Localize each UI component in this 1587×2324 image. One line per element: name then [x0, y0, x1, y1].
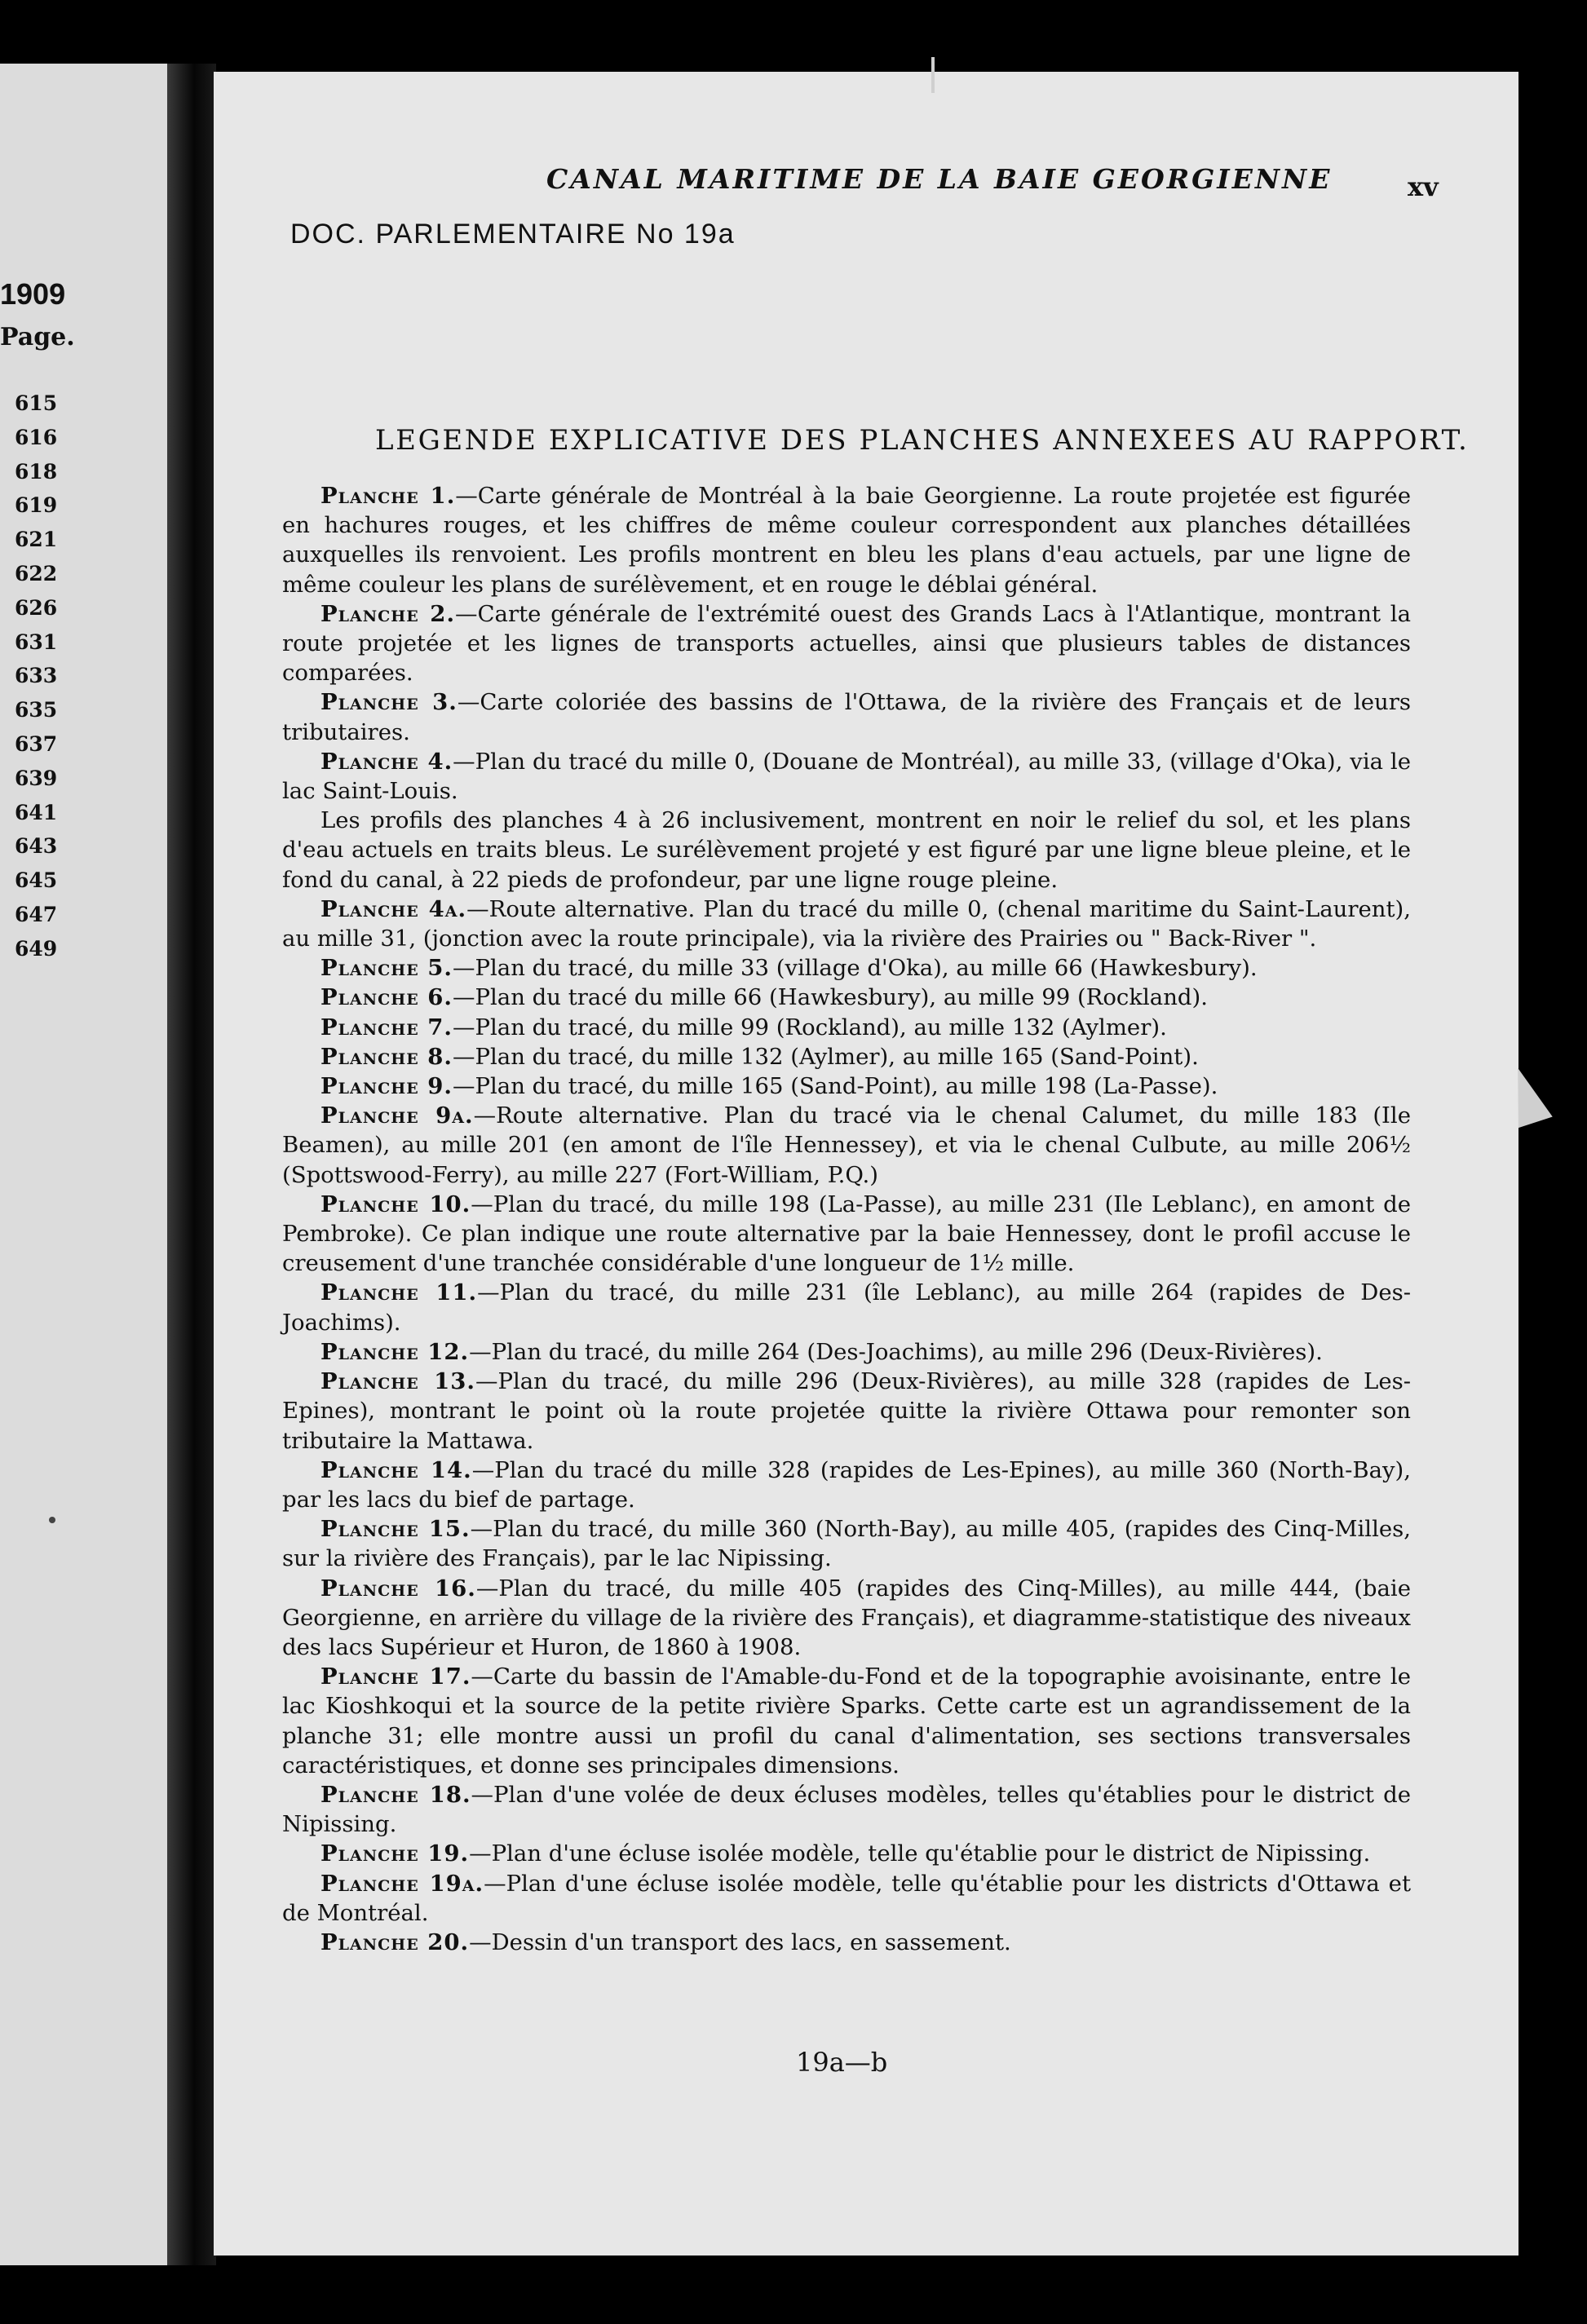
plate-description: —Plan du tracé, du mille 99 (Rockland), au mille 132 (Aylmer). [453, 1014, 1167, 1040]
plate-label: Planche 2. [320, 600, 456, 627]
legend-paragraph [282, 1042, 1411, 1071]
left-page-number: 622 [15, 561, 58, 585]
left-page-label: Page. [0, 323, 75, 351]
legend-paragraph [282, 1662, 1411, 1780]
plate-description: —Plan du tracé, du mille 231 (île Leblanc), au mille 264 (rapides de Des-Joachims). [282, 1279, 1411, 1336]
legend-paragraph [282, 806, 1411, 895]
left-page-year: 1909 [0, 277, 66, 311]
left-page-number: 637 [15, 731, 58, 756]
legend-paragraph [282, 1013, 1411, 1042]
left-page-number: 633 [15, 664, 58, 688]
legend-paragraph [282, 481, 1411, 599]
legend-paragraph [282, 1574, 1411, 1663]
plate-label: Planche 18. [320, 1781, 471, 1808]
plate-label: Planche 1. [320, 483, 456, 509]
left-page-number: 635 [15, 698, 58, 722]
legend-body [282, 481, 1411, 1957]
left-page-number: 626 [15, 595, 58, 620]
plate-label: Planche 4a. [320, 895, 467, 922]
plate-label: Planche 8. [320, 1043, 453, 1070]
left-page-number: 639 [15, 766, 58, 790]
legend-paragraph [282, 1101, 1411, 1190]
plate-description: —Carte générale de l'extrémité ouest des Grands Lacs à l'Atlantique, montrant la route projetée et les lignes de transports actuelles, ainsi que plusieurs tables de distances comparées. [282, 600, 1411, 687]
left-page-number: 615 [15, 391, 58, 415]
speck [49, 1517, 55, 1523]
plate-description: —Plan du tracé, du mille 33 (village d'Oka), au mille 66 (Hawkesbury). [453, 955, 1258, 982]
legend-paragraph [282, 1839, 1411, 1868]
legend-paragraph [282, 1928, 1411, 1957]
plate-description: —Plan du tracé, du mille 405 (rapides des Cinq-Milles), au mille 444, (baie Georgienne, en arrière du village de la rivière des Français), et diagramme-statistique des niveaux des lacs Supérieur et Huron, de 1860 à 1908. [282, 1575, 1411, 1660]
left-page-number: 619 [15, 493, 58, 518]
left-page-number: 647 [15, 902, 58, 926]
page-crease [931, 57, 935, 93]
plate-label: Planche 20. [320, 1929, 470, 1955]
plate-label: Planche 7. [320, 1014, 453, 1040]
book-gutter [167, 64, 216, 2265]
legend-paragraph [282, 687, 1411, 746]
left-page [0, 64, 167, 2265]
legend-paragraph [282, 1278, 1411, 1337]
plate-label: Planche 9a. [320, 1102, 474, 1129]
plate-label: Planche 19. [320, 1840, 470, 1867]
plate-label: Planche 17. [320, 1663, 471, 1690]
plate-description: —Plan du tracé, du mille 165 (Sand-Point), au mille 198 (La-Passe). [453, 1073, 1218, 1100]
plate-description: Les profils des planches 4 à 26 inclusivement, montrent en noir le relief du sol, et les plans d'eau actuels en traits bleus. Le surélèvement projeté y est figuré par une ligne bleue pleine, et le fond du canal, à 22 pieds de profondeur, par une ligne rouge pleine. [282, 807, 1411, 893]
plate-label: Planche 5. [320, 955, 453, 982]
plate-description: —Plan du tracé, du mille 360 (North-Bay), au mille 405, (rapides des Cinq-Milles, sur la rivière des Français), par le lac Nipissing. [282, 1516, 1411, 1572]
legend-paragraph [282, 953, 1411, 983]
plate-description: —Carte générale de Montréal à la baie Georgienne. La route projetée est figurée en hachures rouges, et les chiffres de même couleur correspondent aux planches détaillées auxquelles ils renvoient. Les profils montrent en bleu les plans d'eau actuels, par une ligne de même couleur les plans de surélèvement, et en rouge le déblai général. [282, 483, 1411, 598]
legend-paragraph [282, 1780, 1411, 1839]
plate-label: Planche 4. [320, 748, 453, 775]
left-page-number: 643 [15, 834, 58, 859]
plate-description: —Route alternative. Plan du tracé via le chenal Calumet, du mille 183 (Ile Beamen), au mille 201 (en amont de l'île Hennessey), et via le chenal Culbute, au mille 206½ (Spottswood-Ferry), au mille 227 (Fort-William, P.Q.) [282, 1102, 1411, 1188]
legend-paragraph [282, 1456, 1411, 1514]
plate-label: Planche 13. [320, 1368, 475, 1395]
left-page-number: 621 [15, 528, 58, 552]
legend-paragraph [282, 747, 1411, 806]
plate-description: —Plan d'une écluse isolée modèle, telle qu'établie pour les districts d'Ottawa et de Montréal. [282, 1870, 1411, 1926]
legend-paragraph [282, 1071, 1411, 1101]
legend-paragraph [282, 599, 1411, 688]
legend-paragraph [282, 1190, 1411, 1279]
plate-label: Planche 6. [320, 984, 453, 1011]
plate-description: —Plan d'une volée de deux écluses modèles, telles qu'établies pour le district de Nipissing. [282, 1781, 1411, 1838]
plate-label: Planche 15. [320, 1516, 471, 1543]
legend-paragraph [282, 1869, 1411, 1928]
plate-description: —Plan du tracé, du mille 264 (Des-Joachims), au mille 296 (Deux-Rivières). [469, 1338, 1323, 1365]
document-reference: DOC. PARLEMENTAIRE No 19a [290, 219, 736, 250]
plate-label: Planche 10. [320, 1191, 471, 1217]
plate-description: —Route alternative. Plan du tracé du mille 0, (chenal maritime du Saint-Laurent), au mille 31, (jonction avec la route principale), via la rivière des Prairies ou " Back-River ". [282, 895, 1411, 952]
plate-description: —Plan du tracé du mille 0, (Douane de Montréal), au mille 33, (village d'Oka), via le lac Saint-Louis. [282, 748, 1411, 805]
legend-paragraph [282, 1367, 1411, 1456]
plate-description: —Carte du bassin de l'Amable-du-Fond et de la topographie avoisinante, entre le lac Kioshkoqui et la source de la petite rivière Sparks. Cette carte est un agrandissement de la planche 31; elle montre aussi un profil du canal d'alimentation, ses sections transversales caractéristiques, et donne ses principales dimensions. [282, 1663, 1411, 1778]
plate-label: Planche 9. [320, 1073, 453, 1100]
plate-label: Planche 16. [320, 1575, 476, 1602]
left-page-number: 641 [15, 800, 58, 824]
left-page-numbers [15, 387, 57, 966]
plate-label: Planche 14. [320, 1456, 472, 1483]
signature-mark: 19a—b [796, 2047, 888, 2078]
legend-paragraph [282, 1514, 1411, 1573]
plate-description: —Dessin d'un transport des lacs, en sassement. [469, 1929, 1011, 1955]
section-title: LEGENDE EXPLICATIVE DES PLANCHES ANNEXEES AU RAPPORT. [375, 424, 1470, 457]
left-page-number: 649 [15, 936, 58, 961]
left-page-number: 618 [15, 459, 58, 484]
plate-label: Planche 11. [320, 1279, 478, 1306]
plate-description: —Plan du tracé du mille 66 (Hawkesbury), au mille 99 (Rockland). [453, 984, 1208, 1011]
legend-paragraph [282, 895, 1411, 953]
plate-description: —Plan d'une écluse isolée modèle, telle qu'établie pour le district de Nipissing. [469, 1840, 1371, 1867]
plate-description: —Carte coloriée des bassins de l'Ottawa, de la rivière des Français et de leurs tributaires. [282, 689, 1411, 745]
running-title: CANAL MARITIME DE LA BAIE GEORGIENNE [546, 163, 1333, 195]
page-number-roman: xv [1408, 171, 1439, 202]
legend-paragraph [282, 1337, 1411, 1367]
left-page-number: 616 [15, 425, 58, 449]
plate-description: —Plan du tracé du mille 328 (rapides de Les-Epines), au mille 360 (North-Bay), par les lacs du bief de partage. [282, 1456, 1411, 1513]
plate-label: Planche 12. [320, 1338, 470, 1365]
left-page-number: 645 [15, 868, 58, 893]
plate-label: Planche 19a. [320, 1870, 484, 1897]
legend-paragraph [282, 983, 1411, 1012]
plate-label: Planche 3. [320, 689, 458, 716]
left-page-number: 631 [15, 630, 58, 654]
plate-description: —Plan du tracé, du mille 132 (Aylmer), au mille 165 (Sand-Point). [453, 1043, 1199, 1070]
plate-description: —Plan du tracé, du mille 296 (Deux-Rivières), au mille 328 (rapides de Les-Epines), montrant le point où la route projetée quitte la rivière Ottawa pour remonter son tributaire la Mattawa. [282, 1368, 1411, 1454]
plate-description: —Plan du tracé, du mille 198 (La-Passe), au mille 231 (Ile Leblanc), en amont de Pembroke). Ce plan indique une route alternative par la baie Hennessey, dont le profil accuse le creusement d'une tranchée considérable d'une longueur de 1½ mille. [282, 1191, 1411, 1277]
